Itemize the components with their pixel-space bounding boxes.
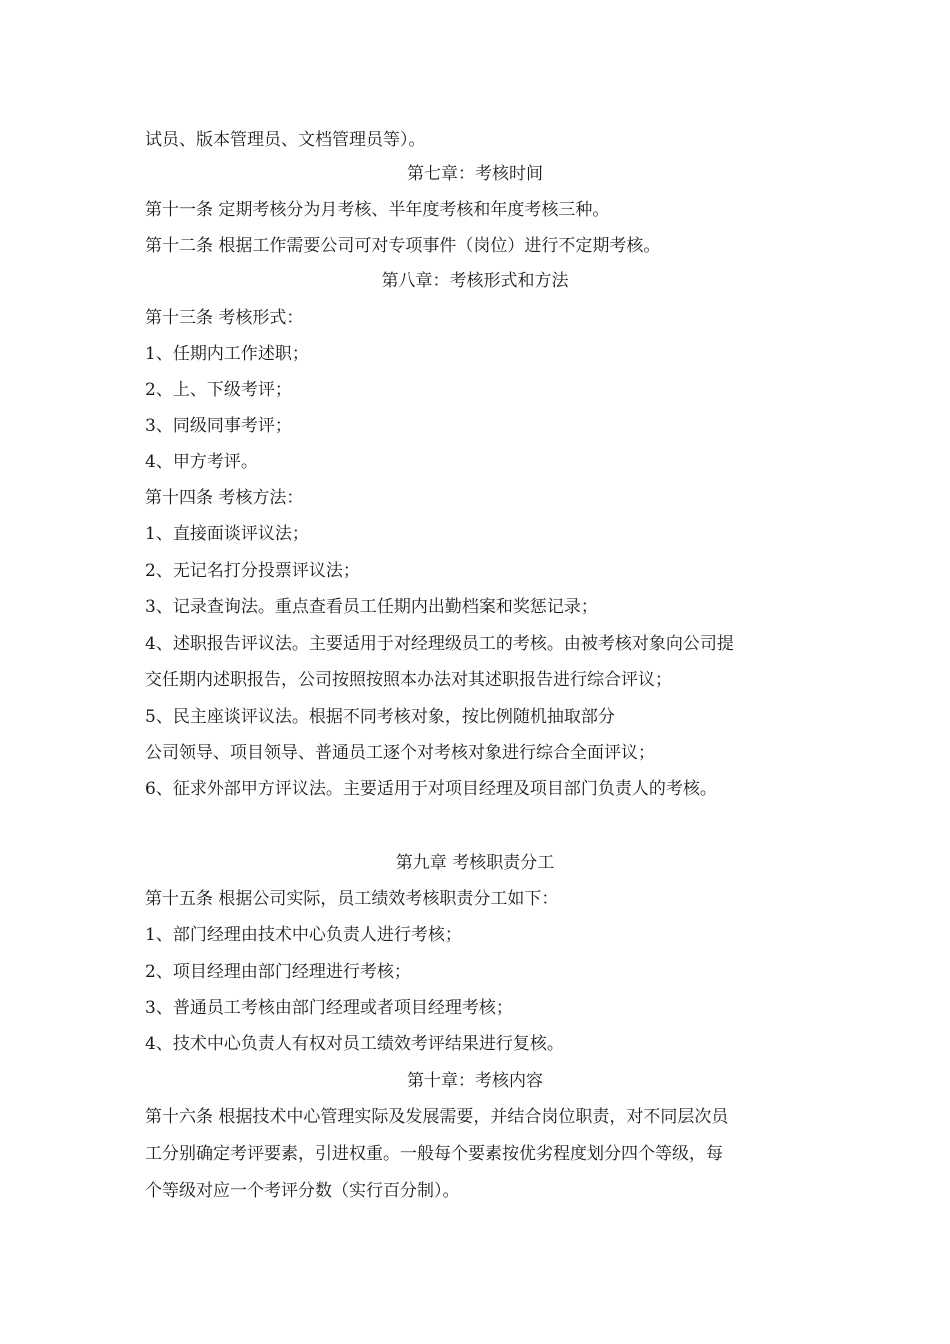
text-line: 公司领导、项目领导、普通员工逐个对考核对象进行综合全面评议； (145, 743, 655, 763)
chapter-heading: 第八章：考核形式和方法 (381, 271, 569, 291)
text-line: 1、任期内工作述职； (145, 344, 309, 364)
text-line: 3、记录查询法。重点查看员工任期内出勤档案和奖惩记录； (145, 597, 598, 617)
text-line: 个等级对应一个考评分数（实行百分制）。 (145, 1181, 460, 1201)
chapter-heading: 第九章 考核职责分工 (395, 853, 555, 873)
text-line: 3、普通员工考核由部门经理或者项目经理考核； (145, 998, 513, 1018)
text-line: 4、述职报告评议法。主要适用于对经理级员工的考核。由被考核对象向公司提 (145, 634, 734, 654)
text-line: 4、技术中心负责人有权对员工绩效考评结果进行复核。 (145, 1034, 564, 1054)
text-line: 1、直接面谈评议法； (145, 524, 309, 544)
text-line: 第十五条 根据公司实际，员工绩效考核职责分工如下： (145, 889, 559, 909)
text-line: 第十二条 根据工作需要公司可对专项事件（岗位）进行不定期考核。 (145, 236, 661, 256)
chapter-heading: 第七章：考核时间 (407, 164, 543, 184)
text-line: 6、征求外部甲方评议法。主要适用于对项目经理及项目部门负责人的考核。 (145, 779, 717, 799)
text-line: 第十六条 根据技术中心管理实际及发展需要，并结合岗位职责，对不同层次员 (145, 1107, 729, 1127)
text-line: 2、上、下级考评； (145, 380, 292, 400)
text-line: 交任期内述职报告，公司按照按照本办法对其述职报告进行综合评议； (145, 670, 672, 690)
text-line: 3、同级同事考评； (145, 416, 292, 436)
text-line: 第十三条 考核形式： (145, 308, 304, 328)
text-line: 2、项目经理由部门经理进行考核； (145, 962, 411, 982)
text-line: 4、甲方考评。 (145, 452, 258, 472)
text-line: 工分别确定考评要素，引进权重。一般每个要素按优劣程度划分四个等级，每 (145, 1144, 723, 1164)
text-line: 第十四条 考核方法： (145, 488, 304, 508)
text-line: 试员、版本管理员、文档管理员等）。 (145, 130, 426, 150)
text-line: 5、民主座谈评议法。根据不同考核对象，按比例随机抽取部分 (145, 707, 615, 727)
text-line: 2、无记名打分投票评议法； (145, 561, 360, 581)
chapter-heading: 第十章：考核内容 (407, 1071, 543, 1091)
text-line: 1、部门经理由技术中心负责人进行考核； (145, 925, 462, 945)
text-line: 第十一条 定期考核分为月考核、半年度考核和年度考核三种。 (145, 200, 610, 220)
